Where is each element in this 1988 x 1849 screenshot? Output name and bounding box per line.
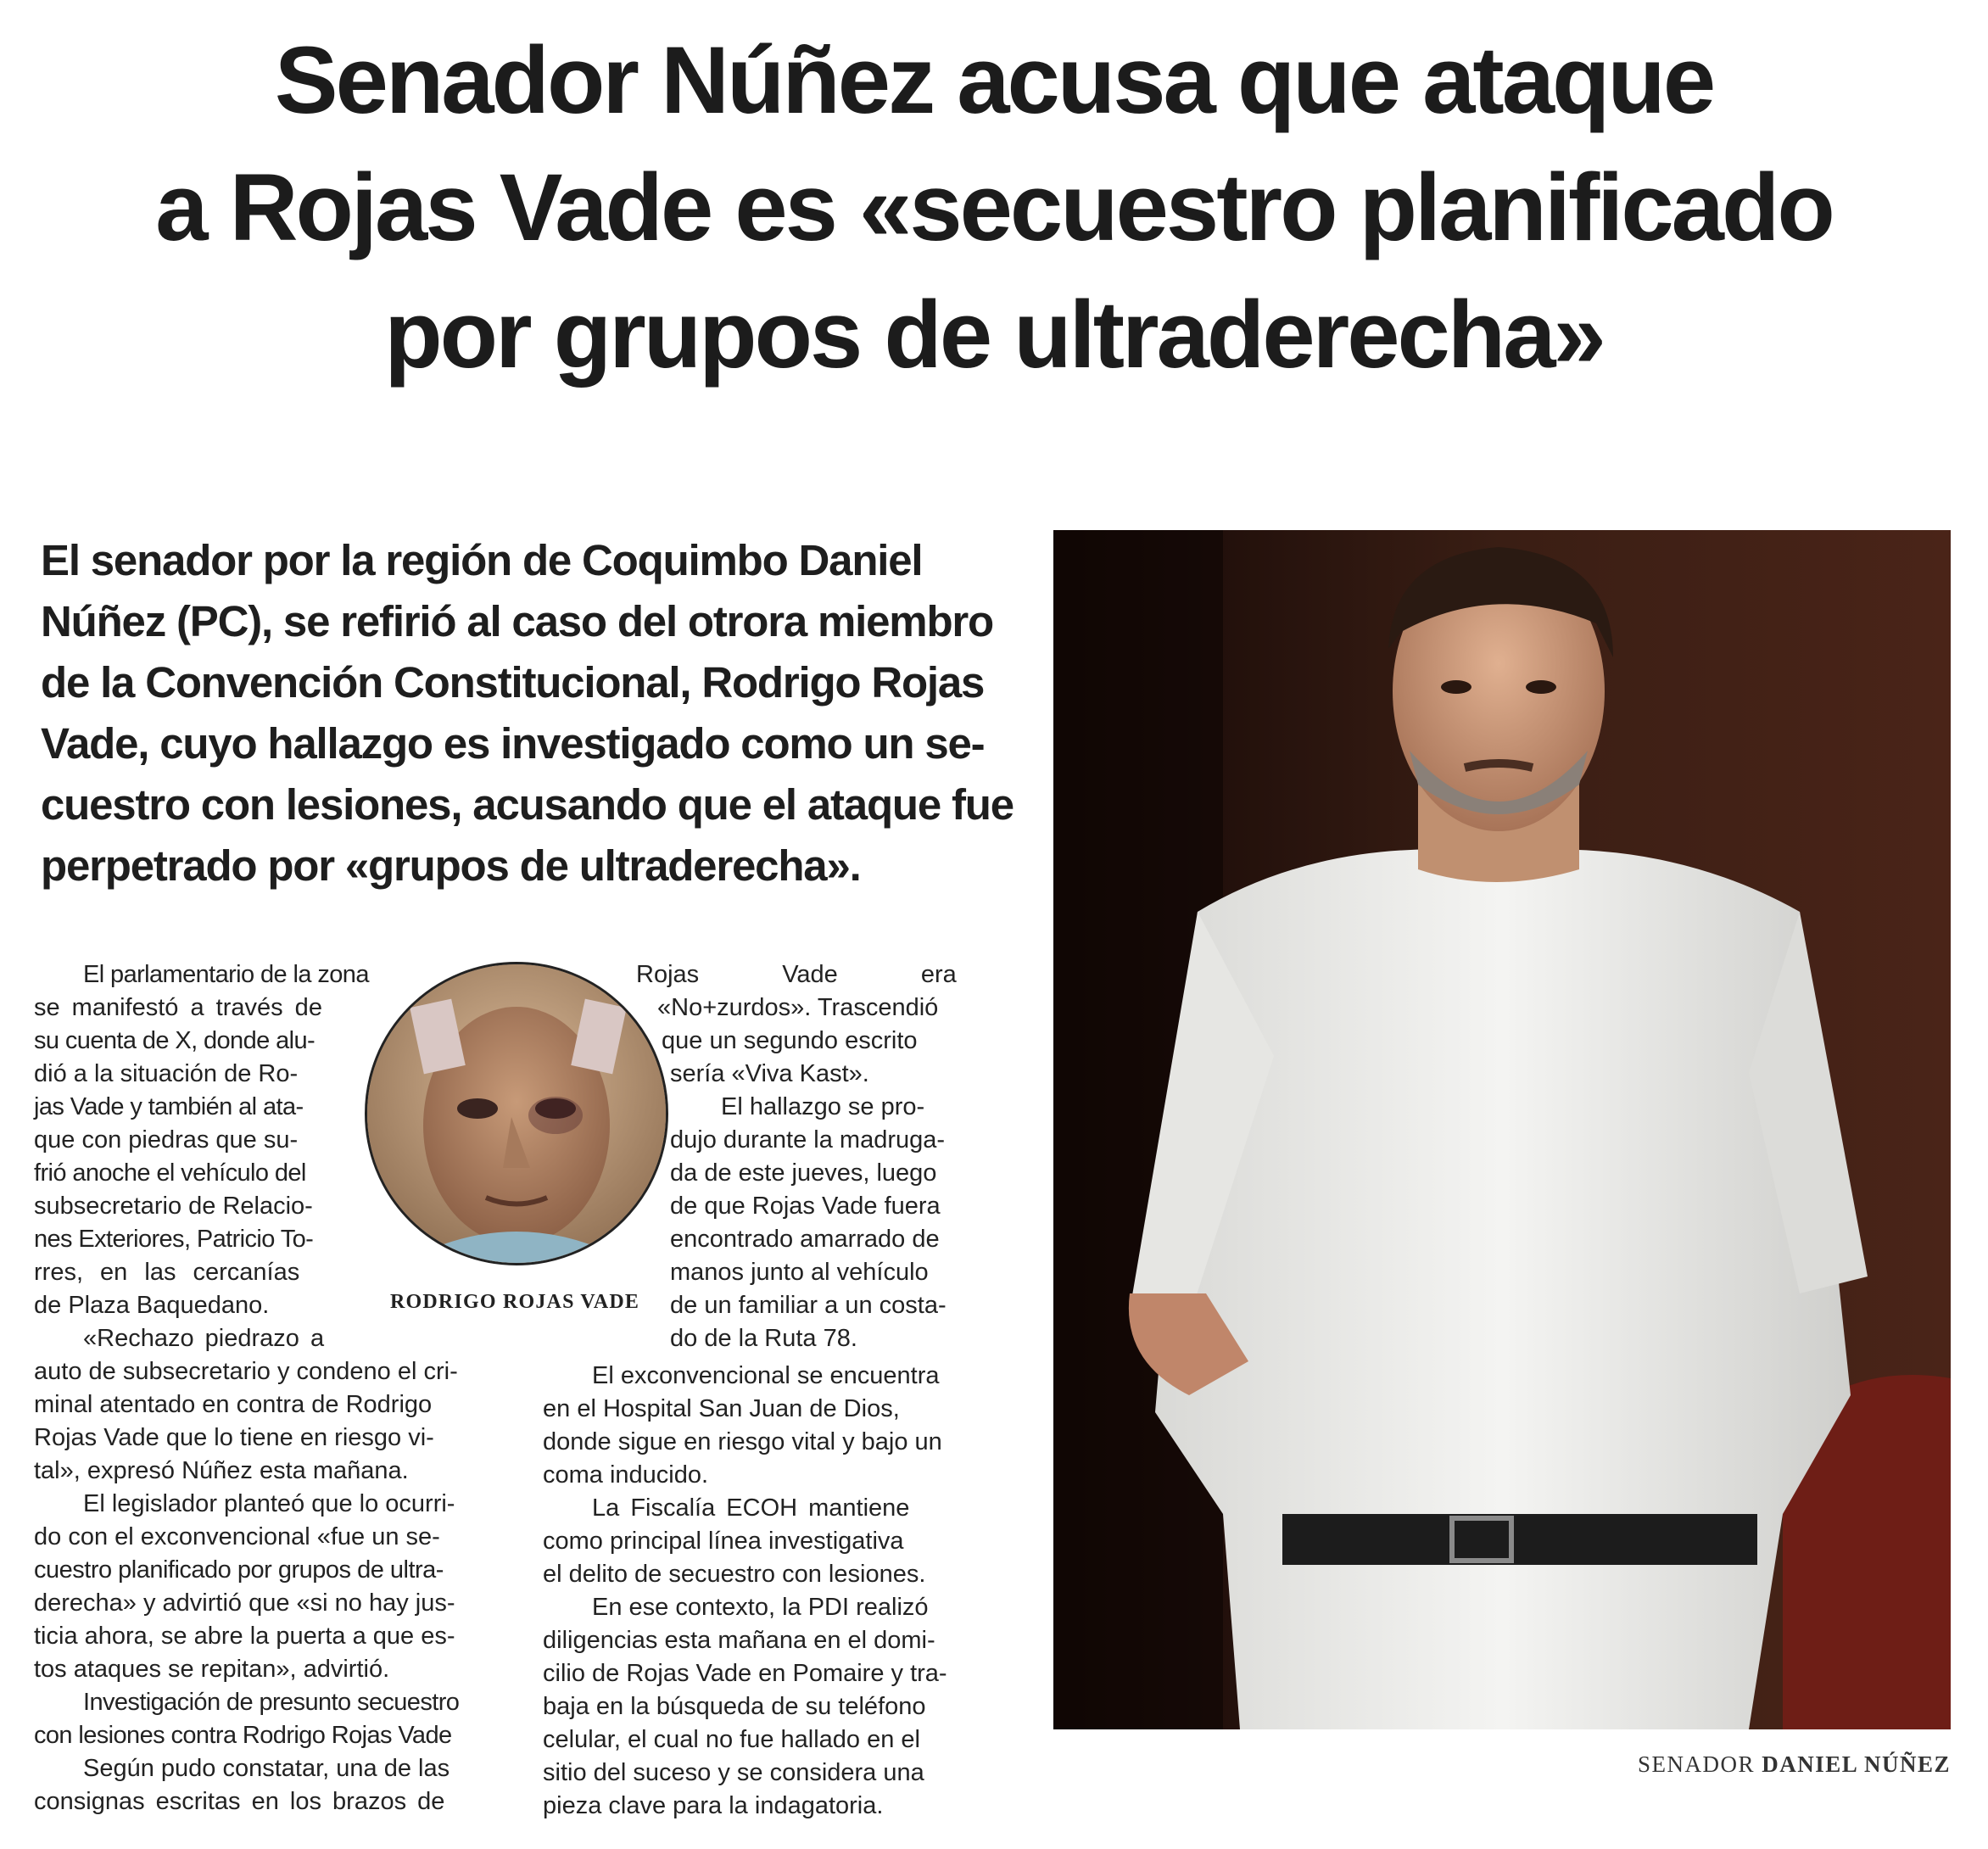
body-line: de un familiar a un costa- <box>670 1292 947 1319</box>
body-line: La Fiscalía ECOH mantiene <box>592 1494 910 1522</box>
lead-paragraph <box>41 530 1014 897</box>
body-line: «No+zurdos». Trascendió <box>657 994 939 1021</box>
body-line: su cuenta de X, donde alu- <box>34 1027 316 1054</box>
body-line: coma inducido. <box>543 1461 709 1489</box>
body-line: do con el exconvencional «fue un se- <box>34 1523 440 1550</box>
body-line: «Rechazo piedrazo a <box>83 1325 325 1352</box>
body-line: manos junto al vehículo <box>670 1259 929 1286</box>
body-line: derecha» y advirtió que «si no hay jus- <box>34 1589 455 1617</box>
body-line: auto de subsecretario y condeno el cri- <box>34 1358 458 1385</box>
body-line: consignas escritas en los brazos de <box>34 1788 445 1815</box>
body-line: encontrado amarrado de <box>670 1226 940 1253</box>
body-line: con lesiones contra Rodrigo Rojas Vade <box>34 1722 452 1749</box>
body-line: dujo durante la madruga- <box>670 1126 946 1154</box>
body-line: pieza clave para la indagatoria. <box>543 1792 884 1819</box>
body-line: do de la Ruta 78. <box>670 1325 857 1352</box>
portrait-caption: RODRIGO ROJAS VADE <box>390 1291 640 1313</box>
headline <box>51 17 1937 399</box>
lead-line: cuestro con lesiones, acusando que el ataque fue <box>41 780 1014 829</box>
body-line: el delito de secuestro con lesiones. <box>543 1561 926 1588</box>
body-column-right <box>543 1360 947 1823</box>
body-line: minal atentado en contra de Rodrigo <box>34 1391 433 1418</box>
body-line: nes Exteriores, Patricio To- <box>34 1226 314 1253</box>
lead-line: de la Convención Constitucional, Rodrigo Rojas <box>41 658 985 707</box>
body-line: da de este jueves, luego <box>670 1159 937 1187</box>
body-line: Rojas Vade era <box>636 961 957 988</box>
body-line: se manifestó a través de <box>34 994 322 1021</box>
senator-photo-caption <box>1638 1751 1951 1778</box>
body-line: celular, el cual no fue hallado en el <box>543 1726 920 1753</box>
body-line: El exconvencional se encuentra <box>592 1362 940 1389</box>
body-line: El hallazgo se pro- <box>721 1093 925 1120</box>
body-line: subsecretario de Relacio- <box>34 1193 313 1220</box>
body-column-right-top <box>636 958 957 1355</box>
caption-prefix: SENADOR <box>1637 1751 1755 1777</box>
body-line: cuestro planificado por grupos de ultra- <box>34 1556 444 1584</box>
body-line: de que Rojas Vade fuera <box>670 1193 941 1220</box>
headline-line: Senador Núñez acusa que ataque <box>274 27 1714 133</box>
body-line: diligencias esta mañana en el domi- <box>543 1627 935 1654</box>
portrait-illustration <box>367 964 666 1263</box>
body-line: cilio de Rojas Vade en Pomaire y tra- <box>543 1660 947 1687</box>
body-line: que un segundo escrito <box>662 1027 918 1054</box>
body-line: de Plaza Baquedano. <box>34 1292 270 1319</box>
body-line: baja en la búsqueda de su teléfono <box>543 1693 926 1720</box>
body-line: dió a la situación de Ro- <box>34 1060 299 1087</box>
body-line: frió anoche el vehículo del <box>34 1159 306 1187</box>
body-line: tos ataques se repitan», advirtió. <box>34 1656 390 1683</box>
lead-line: El senador por la región de Coquimbo Daniel <box>41 536 923 584</box>
lead-line: Vade, cuyo hallazgo es investigado como un se- <box>41 719 985 768</box>
body-line: como principal línea investigativa <box>543 1528 904 1555</box>
senator-photo <box>1053 530 1951 1729</box>
body-line: sería «Viva Kast». <box>670 1060 869 1087</box>
body-line: El legislador planteó que lo ocurri- <box>83 1490 455 1517</box>
lead-line: Núñez (PC), se refirió al caso del otrora miembro <box>41 597 993 645</box>
headline-line: por grupos de ultraderecha» <box>384 282 1604 388</box>
body-line: Según pudo constatar, una de las <box>83 1755 450 1782</box>
body-line: Investigación de presunto secuestro <box>83 1689 460 1716</box>
body-line: El parlamentario de la zona <box>83 961 369 988</box>
body-line: donde sigue en riesgo vital y bajo un <box>543 1428 942 1455</box>
headline-line: a Rojas Vade es «secuestro planificado <box>155 154 1833 260</box>
body-line: rres, en las cercanías <box>34 1259 300 1286</box>
body-line: sitio del suceso y se considera una <box>543 1759 924 1786</box>
portrait-photo <box>365 962 668 1265</box>
body-line: jas Vade y también al ata- <box>34 1093 304 1120</box>
body-line: que con piedras que su- <box>34 1126 299 1154</box>
body-line: Rojas Vade que lo tiene en riesgo vi- <box>34 1424 434 1451</box>
body-line: En ese contexto, la PDI realizó <box>592 1594 929 1621</box>
senator-illustration <box>1053 530 1951 1729</box>
lead-line: perpetrado por «grupos de ultraderecha». <box>41 841 861 890</box>
body-line: en el Hospital San Juan de Dios, <box>543 1395 900 1422</box>
caption-name: DANIEL NÚÑEZ <box>1762 1751 1951 1777</box>
body-line: tal», expresó Núñez esta mañana. <box>34 1457 409 1484</box>
body-line: ticia ahora, se abre la puerta a que es- <box>34 1623 455 1650</box>
